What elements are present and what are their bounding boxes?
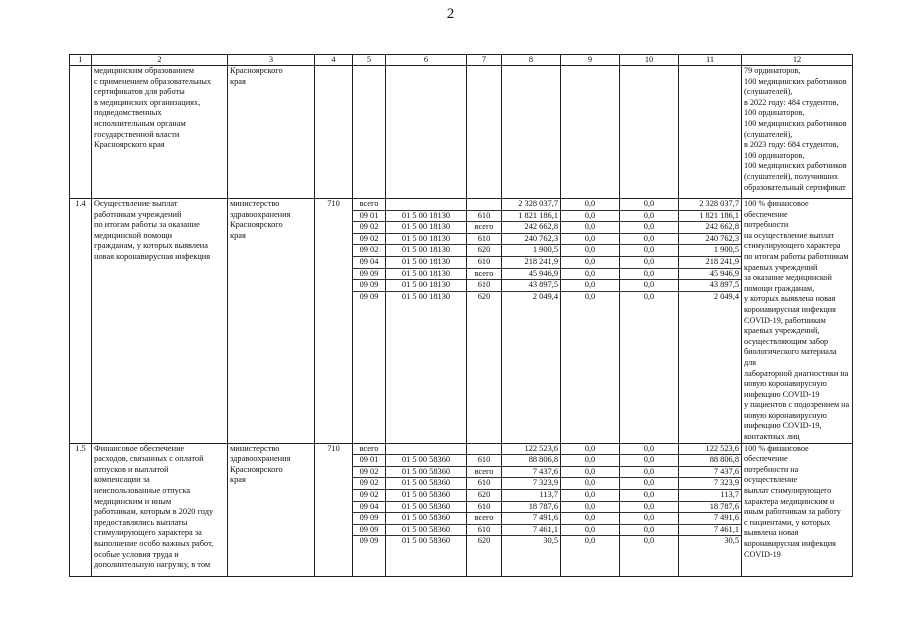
sub-cell: 1 821 186,1 bbox=[679, 211, 741, 223]
text-line: выполнение особо важных работ, bbox=[94, 539, 214, 548]
sub-cell: 01 5 00 58360 bbox=[386, 478, 466, 490]
text-line: 100 ординаторов, bbox=[744, 108, 805, 118]
row-col10 bbox=[620, 443, 679, 576]
sub-cell: 18 787,6 bbox=[502, 502, 560, 514]
header-row bbox=[70, 55, 853, 66]
sub-cell: 0,0 bbox=[561, 245, 619, 257]
text-line: потребности на осуществление bbox=[744, 464, 799, 485]
sub-cell: 0,0 bbox=[561, 280, 619, 292]
row-number bbox=[70, 66, 92, 199]
text-line: 100 ординаторов, bbox=[744, 150, 805, 160]
sub-cell: 0,0 bbox=[620, 478, 678, 490]
table-row-continuation bbox=[70, 66, 853, 199]
sub-cell: 2 328 037,7 bbox=[502, 199, 560, 211]
text-line: за оказание медицинской bbox=[744, 273, 832, 283]
sub-cell: всего bbox=[467, 222, 501, 234]
text-line: лабораторной диагностики на bbox=[744, 368, 849, 378]
row-result bbox=[742, 443, 853, 576]
sub-cell: 0,0 bbox=[620, 211, 678, 223]
sub-cell: 45 946,9 bbox=[502, 269, 560, 281]
sub-cell: 0,0 bbox=[561, 211, 619, 223]
sub-cell: 09 01 bbox=[353, 455, 385, 467]
text-line: коронавирусная инфекция bbox=[744, 304, 836, 314]
text-line: новая коронавирусная инфекция bbox=[94, 251, 211, 261]
sub-cell: 0,0 bbox=[584, 536, 596, 546]
text-line: в 2022 году: 484 студентов, bbox=[744, 97, 839, 107]
sub-cell bbox=[386, 199, 466, 211]
sub-cell: 610 bbox=[467, 525, 501, 537]
sub-cell: 620 bbox=[467, 245, 501, 257]
text-line: характера медицинским и bbox=[744, 496, 835, 506]
sub-cell: 09 02 bbox=[353, 234, 385, 246]
sub-cell: 7 323,9 bbox=[502, 478, 560, 490]
col-header: 4 bbox=[315, 55, 353, 66]
sub-cell: 0,0 bbox=[620, 513, 678, 525]
sub-cell: 1 900,5 bbox=[679, 245, 741, 257]
row-number: 1.5 bbox=[70, 443, 92, 576]
text-line: с пациентами, у которых bbox=[744, 517, 831, 527]
row-code: 710 bbox=[315, 443, 353, 576]
sub-cell: 2 049,4 bbox=[713, 291, 739, 301]
sub-cell: 0,0 bbox=[561, 490, 619, 502]
text-line: (слушателей), bbox=[744, 87, 793, 97]
col-header: 1 bbox=[70, 55, 92, 66]
sub-cell: 01 5 00 58360 bbox=[386, 502, 466, 514]
text-line: инфекцию COVID-19, bbox=[744, 421, 822, 431]
text-line: контактных лиц bbox=[744, 432, 800, 442]
sub-cell: 43 897,5 bbox=[679, 280, 741, 292]
sub-cell: 09 02 bbox=[353, 490, 385, 502]
col-header: 3 bbox=[228, 55, 315, 66]
sub-cell: 610 bbox=[467, 257, 501, 269]
row-description bbox=[92, 66, 228, 199]
text-line: стимулирующего характера за bbox=[94, 528, 202, 538]
text-line: гражданам, у которых выявлена bbox=[94, 241, 208, 251]
text-line: края bbox=[230, 76, 246, 86]
text-line: Финансовое обеспечение bbox=[94, 443, 185, 453]
sub-cell: 01 5 00 18130 bbox=[386, 222, 466, 234]
text-line: на осуществление выплат bbox=[744, 230, 835, 240]
text-line: предоставлялись выплаты bbox=[94, 517, 188, 527]
sub-cell: 7 323,9 bbox=[679, 478, 741, 490]
row-total bbox=[502, 443, 561, 576]
sub-cell: 240 762,3 bbox=[502, 234, 560, 246]
sub-cell: всего bbox=[467, 513, 501, 525]
sub-cell: 2 049,4 bbox=[532, 291, 558, 301]
row-description bbox=[92, 199, 228, 444]
text-line: (слушателей), bbox=[744, 129, 793, 139]
sub-cell: 88 806,8 bbox=[502, 455, 560, 467]
sub-cell: 09 09 bbox=[353, 525, 385, 537]
sub-cell: 242 662,8 bbox=[502, 222, 560, 234]
row-target bbox=[386, 199, 467, 444]
text-line: краевых учреждений, bbox=[744, 326, 820, 336]
text-line: работникам учреждений bbox=[94, 209, 182, 219]
sub-cell bbox=[467, 444, 501, 456]
text-line: выявлена новая bbox=[744, 528, 799, 538]
text-line: расходов, связанных с оплатой bbox=[94, 454, 204, 464]
text-line: по итогам работы работникам bbox=[744, 251, 849, 261]
sub-cell: 218 241,9 bbox=[502, 257, 560, 269]
col-header: 5 bbox=[353, 55, 386, 66]
text-line: Красноярского bbox=[230, 464, 283, 474]
row-type bbox=[467, 443, 502, 576]
sub-cell: 0,0 bbox=[620, 455, 678, 467]
row-section bbox=[353, 443, 386, 576]
col-header: 11 bbox=[679, 55, 742, 66]
text-line: медицинским образованием bbox=[94, 66, 195, 75]
sub-cell: 113,7 bbox=[502, 490, 560, 502]
sub-cell: 09 04 bbox=[353, 257, 385, 269]
text-line: инфекцию COVID-19 bbox=[744, 389, 820, 399]
text-line: помощи гражданам, bbox=[744, 283, 815, 293]
sub-cell: 01 5 00 58360 bbox=[386, 513, 466, 525]
text-line: министерство bbox=[230, 199, 280, 208]
sub-cell: 218 241,9 bbox=[679, 257, 741, 269]
sub-cell: 88 806,8 bbox=[679, 455, 741, 467]
sub-cell: 7 491,6 bbox=[502, 513, 560, 525]
sub-cell: 09 02 bbox=[353, 245, 385, 257]
col-header: 12 bbox=[742, 55, 853, 66]
text-line: осуществляющим забор bbox=[744, 336, 829, 346]
sub-cell: 01 5 00 18130 bbox=[386, 269, 466, 281]
sub-cell: 0,0 bbox=[561, 513, 619, 525]
row-col11 bbox=[679, 443, 742, 576]
row-code: 710 bbox=[315, 199, 353, 444]
text-line: 100 медицинских работников bbox=[744, 118, 847, 128]
text-line: отпусков и выплатой bbox=[94, 464, 169, 474]
row-responsible bbox=[228, 199, 315, 444]
text-line: компенсации за bbox=[94, 475, 150, 485]
sub-cell: 01 5 00 58360 bbox=[386, 525, 466, 537]
text-line: 100 медицинских работников bbox=[744, 161, 847, 171]
sub-cell: 610 bbox=[467, 211, 501, 223]
row-result bbox=[742, 66, 853, 199]
sub-cell: 7 491,6 bbox=[679, 513, 741, 525]
sub-cell: 122 523,6 bbox=[502, 444, 560, 456]
sub-cell: 620 bbox=[477, 536, 491, 546]
sub-cell: 0,0 bbox=[561, 455, 619, 467]
text-line: Красноярского bbox=[230, 66, 283, 75]
text-line: Красноярского края bbox=[94, 140, 165, 150]
sub-cell: всего bbox=[467, 269, 501, 281]
text-line: министерство bbox=[230, 443, 280, 453]
sub-cell: 240 762,3 bbox=[679, 234, 741, 246]
row-type bbox=[467, 199, 502, 444]
sub-cell bbox=[386, 444, 466, 456]
sub-cell: 0,0 bbox=[620, 502, 678, 514]
text-line: 100 % финансовое обеспечение bbox=[744, 443, 809, 464]
table-row-1-5 bbox=[70, 443, 853, 576]
sub-cell: 09 01 bbox=[353, 211, 385, 223]
sub-cell: 0,0 bbox=[643, 291, 655, 301]
sub-cell: 1 821 186,1 bbox=[502, 211, 560, 223]
sub-cell: 0,0 bbox=[620, 257, 678, 269]
text-line: здравоохранения bbox=[230, 209, 291, 219]
sub-cell: 09 09 bbox=[353, 513, 385, 525]
row-col9 bbox=[561, 199, 620, 444]
sub-cell: 0,0 bbox=[561, 269, 619, 281]
sub-cell: 620 bbox=[467, 490, 501, 502]
text-line: государственной власти bbox=[94, 129, 180, 139]
sub-cell bbox=[467, 199, 501, 211]
text-line: Красноярского bbox=[230, 220, 283, 230]
sub-cell: 0,0 bbox=[584, 291, 596, 301]
row-col11 bbox=[679, 199, 742, 444]
sub-cell: 610 bbox=[467, 478, 501, 490]
text-line: дополнительную нагрузку, в том bbox=[94, 560, 211, 570]
text-line: новую коронавирусную bbox=[744, 410, 827, 420]
text-line: по итогам работы за оказание bbox=[94, 220, 200, 230]
text-line: (слушателей), получивших bbox=[744, 171, 839, 181]
sub-cell: 242 662,8 bbox=[679, 222, 741, 234]
sub-cell: 01 5 00 58360 bbox=[401, 536, 451, 546]
budget-table bbox=[69, 54, 853, 577]
sub-cell: 1 900,5 bbox=[502, 245, 560, 257]
col-header: 9 bbox=[561, 55, 620, 66]
text-line: 100 % финансовое обеспечение bbox=[744, 199, 809, 219]
text-line: 100 медицинских работников bbox=[744, 76, 847, 86]
text-line: потребности bbox=[744, 220, 789, 230]
text-line: выплат стимулирующего bbox=[744, 486, 832, 496]
sub-cell: 09 02 bbox=[353, 467, 385, 479]
sub-cell: 7 461,1 bbox=[679, 525, 741, 537]
sub-cell: 09 09 bbox=[359, 291, 379, 301]
sub-cell: 18 787,6 bbox=[679, 502, 741, 514]
sub-cell: 0,0 bbox=[561, 525, 619, 537]
sub-cell: всего bbox=[467, 467, 501, 479]
page-number: 2 bbox=[446, 6, 455, 22]
col-header: 2 bbox=[92, 55, 228, 66]
sub-cell: 7 437,6 bbox=[502, 467, 560, 479]
row-col10 bbox=[620, 199, 679, 444]
text-line: работникам, которым в 2020 году bbox=[94, 507, 214, 517]
sub-cell: 43 897,5 bbox=[502, 280, 560, 292]
sub-cell: 610 bbox=[467, 280, 501, 292]
text-line: COVID-19 bbox=[744, 549, 781, 559]
sub-cell: 0,0 bbox=[620, 245, 678, 257]
text-line: 79 ординаторов, bbox=[744, 66, 801, 75]
sub-cell: 0,0 bbox=[643, 536, 655, 546]
text-line: края bbox=[230, 230, 246, 240]
sub-cell: всего bbox=[353, 199, 385, 211]
col-header: 8 bbox=[502, 55, 561, 66]
sub-cell: 01 5 00 18130 bbox=[386, 245, 466, 257]
sub-cell: 122 523,6 bbox=[679, 444, 741, 456]
sub-cell: 0,0 bbox=[620, 199, 678, 211]
text-line: медицинской помощи bbox=[94, 230, 173, 240]
text-line: края bbox=[230, 475, 246, 485]
sub-cell: 01 5 00 58360 bbox=[386, 467, 466, 479]
sub-cell: 0,0 bbox=[561, 222, 619, 234]
text-line: сертификатов для работы bbox=[94, 87, 185, 97]
sub-cell: 01 5 00 18130 bbox=[386, 211, 466, 223]
sub-cell: 0,0 bbox=[620, 525, 678, 537]
text-line: новую коронавирусную bbox=[744, 379, 827, 389]
text-line: подведомственных bbox=[94, 108, 162, 118]
sub-cell: 0,0 bbox=[561, 444, 619, 456]
row-target bbox=[386, 443, 467, 576]
col-header: 6 bbox=[386, 55, 467, 66]
col-header: 7 bbox=[467, 55, 502, 66]
text-line: краевых учреждений bbox=[744, 262, 818, 272]
text-line: Осуществление выплат bbox=[94, 199, 178, 208]
text-line: здравоохранения bbox=[230, 454, 291, 464]
sub-cell: 09 02 bbox=[353, 478, 385, 490]
sub-cell: 0,0 bbox=[561, 478, 619, 490]
sub-cell: 0,0 bbox=[561, 467, 619, 479]
sub-cell: 0,0 bbox=[561, 502, 619, 514]
sub-cell: 0,0 bbox=[561, 234, 619, 246]
sub-cell: 2 328 037,7 bbox=[679, 199, 741, 211]
sub-cell: 30,5 bbox=[543, 536, 558, 546]
sub-cell: 0,0 bbox=[620, 234, 678, 246]
sub-cell: 0,0 bbox=[561, 199, 619, 211]
row-section bbox=[353, 199, 386, 444]
text-line: исполнительным органам bbox=[94, 118, 186, 128]
text-line: неиспользованные отпуска bbox=[94, 486, 191, 496]
row-total bbox=[502, 199, 561, 444]
text-line: образовательный сертификат bbox=[744, 182, 846, 192]
sub-cell: 01 5 00 58360 bbox=[386, 490, 466, 502]
sub-cell: 620 bbox=[477, 291, 491, 301]
sub-cell: 0,0 bbox=[620, 222, 678, 234]
text-line: особые условия труда и bbox=[94, 549, 179, 559]
sub-cell: 01 5 00 18130 bbox=[386, 257, 466, 269]
row-result bbox=[742, 199, 853, 444]
sub-cell: 610 bbox=[467, 234, 501, 246]
table-row-1-4 bbox=[70, 199, 853, 444]
row-description bbox=[92, 443, 228, 576]
sub-cell: 0,0 bbox=[620, 467, 678, 479]
sub-cell: 01 5 00 18130 bbox=[386, 234, 466, 246]
sub-cell: 01 5 00 58360 bbox=[386, 455, 466, 467]
sub-cell: 0,0 bbox=[620, 444, 678, 456]
text-line: в медицинских организациях, bbox=[94, 97, 201, 107]
sub-cell: всего bbox=[353, 444, 385, 456]
sub-cell: 0,0 bbox=[620, 490, 678, 502]
sub-cell: 7 437,6 bbox=[679, 467, 741, 479]
text-line: медицинским и иным bbox=[94, 496, 172, 506]
sub-cell: 7 461,1 bbox=[502, 525, 560, 537]
sub-cell: 01 5 00 18130 bbox=[401, 291, 451, 301]
text-line: у которых выявлена новая bbox=[744, 294, 836, 304]
text-line: иным работникам за работу bbox=[744, 507, 841, 517]
sub-cell: 09 04 bbox=[353, 502, 385, 514]
text-line: коронавирусная инфекция bbox=[744, 539, 836, 548]
sub-cell: 0,0 bbox=[620, 269, 678, 281]
row-col9 bbox=[561, 443, 620, 576]
sub-cell: 01 5 00 18130 bbox=[386, 280, 466, 292]
sub-cell: 30,5 bbox=[724, 536, 739, 546]
row-number: 1.4 bbox=[70, 199, 92, 444]
text-line: с применением образовательных bbox=[94, 76, 212, 86]
text-line: в 2023 году: 684 студентов, bbox=[744, 140, 839, 150]
sub-cell: 09 09 bbox=[359, 536, 379, 546]
sub-cell: 0,0 bbox=[620, 280, 678, 292]
sub-cell: 09 09 bbox=[353, 269, 385, 281]
sub-cell: 09 09 bbox=[353, 280, 385, 292]
row-responsible bbox=[228, 66, 315, 199]
sub-cell: 0,0 bbox=[561, 257, 619, 269]
sub-cell: 45 946,9 bbox=[679, 269, 741, 281]
row-responsible bbox=[228, 443, 315, 576]
sub-cell: 610 bbox=[467, 455, 501, 467]
text-line: биологического материала для bbox=[744, 347, 837, 367]
col-header: 10 bbox=[620, 55, 679, 66]
text-line: у пациентов с подозрением на bbox=[744, 400, 850, 410]
text-line: COVID-19, работникам bbox=[744, 315, 826, 325]
sub-cell: 113,7 bbox=[679, 490, 741, 502]
text-line: стимулирующего характера bbox=[744, 241, 841, 251]
sub-cell: 610 bbox=[467, 502, 501, 514]
sub-cell: 09 02 bbox=[353, 222, 385, 234]
